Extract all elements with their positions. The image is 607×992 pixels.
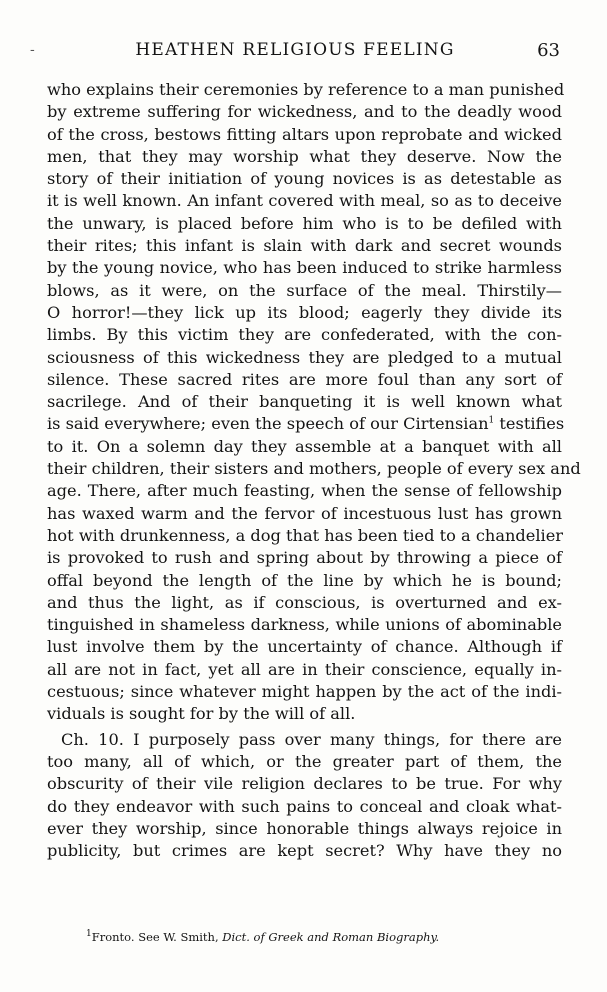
body-text xyxy=(47,79,581,862)
page-number: 63 xyxy=(537,40,560,61)
text-line: age. There, after much feasting, when the sense of fellowship xyxy=(47,481,562,501)
footnote-marker: 1 xyxy=(86,929,92,940)
text-line: tinguished in shameless darkness, while unions of abominable xyxy=(47,615,562,635)
text-line: blows, as it were, on the surface of the meal. Thirstily— xyxy=(47,280,562,300)
page-header xyxy=(30,40,560,66)
text-segment: is said everywhere; even the speech of our Cirtensian xyxy=(47,414,489,434)
text-line: offal beyond the length of the line by which he is bound; xyxy=(47,570,562,590)
text-line: their rites; this infant is slain with dark and secret wounds xyxy=(47,236,562,256)
text-line: O horror!—they lick up its blood; eagerly they divide its xyxy=(47,302,562,322)
margin-mark: - xyxy=(30,42,35,58)
footnote-title: Dict. of Greek and Roman Biography. xyxy=(222,930,440,944)
text-line: is provoked to rush and spring about by throwing a piece of xyxy=(47,548,562,568)
footnote-reference: 1 xyxy=(488,416,495,427)
text-line: Ch. 10. I purposely pass over many things, for there are xyxy=(61,729,562,749)
text-line: silence. These sacred rites are more foul than any sort of xyxy=(47,369,562,389)
running-title: HEATHEN RELIGIOUS FEELING xyxy=(135,40,455,60)
footnote-text: Fronto. See W. Smith, xyxy=(91,930,223,944)
text-line: too many, all of which, or the greater part of them, the xyxy=(47,751,562,771)
text-line: story of their initiation of young novices is as detestable as xyxy=(47,169,562,189)
text-line: lust involve them by the uncertainty of chance. Although if xyxy=(47,637,562,657)
text-line: sciousness of this wickedness they are pledged to a mutual xyxy=(47,347,562,367)
text-line: do they endeavor with such pains to conceal and cloak what- xyxy=(47,796,562,816)
text-line: it is well known. An infant covered with meal, so as to deceive xyxy=(47,191,562,211)
text-segment: testifies xyxy=(494,414,565,434)
text-line: by extreme suffering for wickedness, and to the deadly wood xyxy=(47,102,562,122)
text-line: all are not in fact, yet all are in their conscience, equally in- xyxy=(47,659,562,679)
footnote xyxy=(86,930,439,944)
text-line: who explains their ceremonies by reference to a man punished xyxy=(47,80,565,99)
text-line: and thus the light, as if conscious, is overturned and ex- xyxy=(47,592,562,612)
text-line: obscurity of their vile religion declares to be true. For why xyxy=(47,774,562,794)
text-line: limbs. By this victim they are confederated, with the con- xyxy=(47,325,562,345)
text-line: has waxed warm and the fervor of incestuous lust has grown xyxy=(47,503,562,523)
text-line: men, that they may worship what they deserve. Now the xyxy=(47,146,562,166)
text-line: to it. On a solemn day they assemble at a banquet with all xyxy=(47,436,562,456)
text-line: of the cross, bestows fitting altars upon reprobate and wicked xyxy=(47,124,562,144)
text-line: their children, their sisters and mothers, people of every sex and xyxy=(47,459,581,479)
text-line-with-footnote-ref xyxy=(47,413,565,435)
text-line: sacrilege. And of their banqueting it is well known what xyxy=(47,392,562,412)
text-line: cestuous; since whatever might happen by the act of the indi- xyxy=(47,682,562,702)
text-line: by the young novice, who has been induced to strike harmless xyxy=(47,258,562,278)
text-line: hot with drunkenness, a dog that has been tied to a chandelier xyxy=(47,525,564,545)
text-line: viduals is sought for by the will of all. xyxy=(47,704,356,724)
text-line: the unwary, is placed before him who is to be defiled with xyxy=(47,213,562,233)
text-line: ever they worship, since honorable things always rejoice in xyxy=(47,818,562,838)
text-line: publicity, but crimes are kept secret? Why have they no xyxy=(47,841,562,861)
